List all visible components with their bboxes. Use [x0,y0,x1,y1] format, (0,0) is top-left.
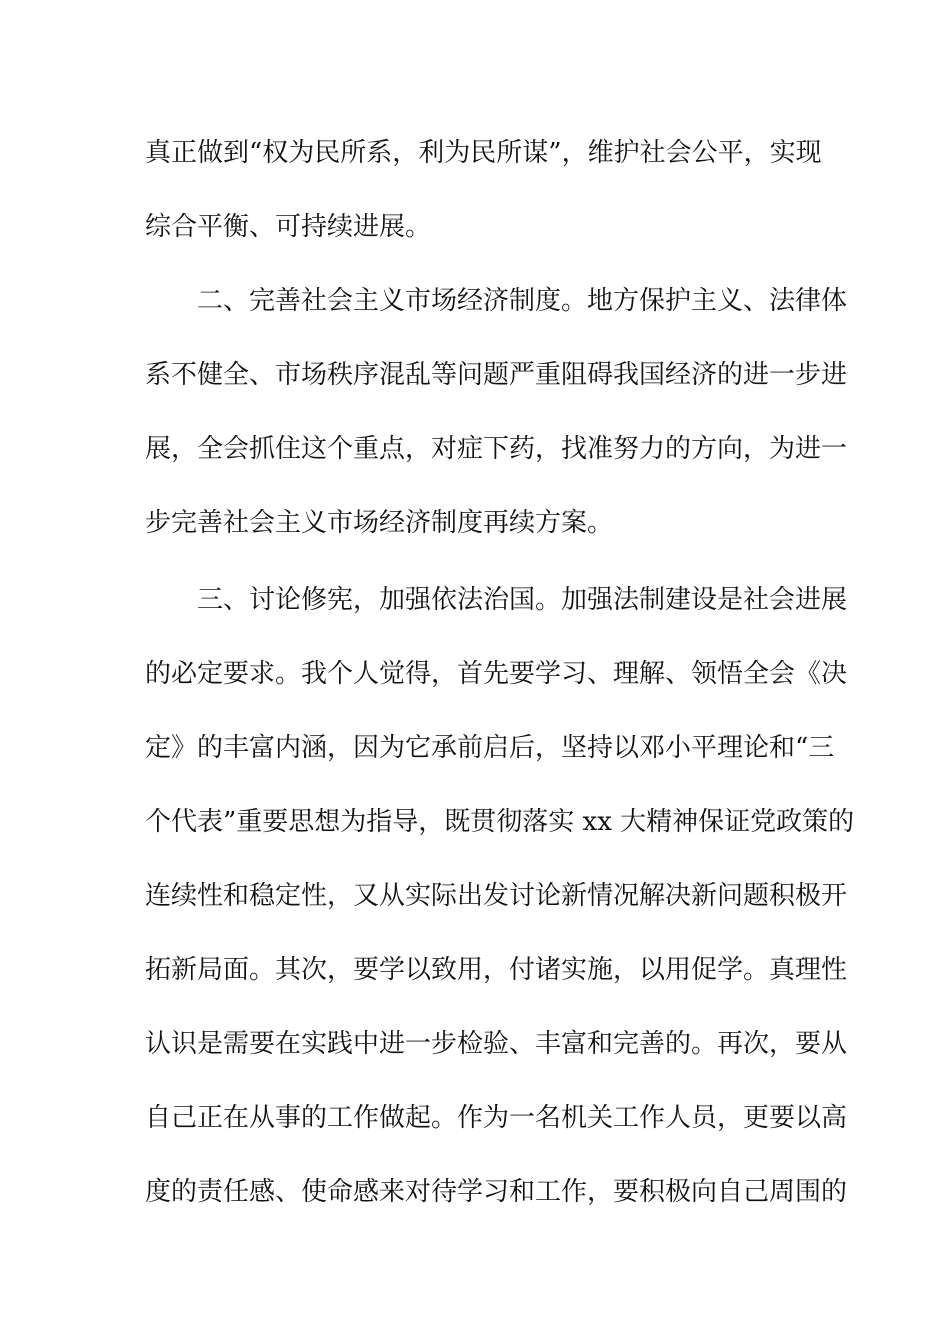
text-line: 认识是需要在实践中进一步检验、丰富和完善的。再次，要从 [145,1029,848,1059]
text-line: 步完善社会主义市场经济制度再续方案。 [145,508,614,538]
text-line: 综合平衡、可持续进展。 [145,212,432,242]
text-line: 度的责任感、使命感来对待学习和工作，要积极向自己周围的 [145,1177,848,1207]
text-line: 的必定要求。我个人觉得，首先要学习、理解、领悟全会《决 [145,659,848,689]
text-line: 展，全会抓住这个重点，对症下药，找准努力的方向，为进一 [145,434,848,464]
paragraph-start-line: 二、完善社会主义市场经济制度。地方保护主义、法律体 [197,286,848,316]
text-line: 拓新局面。其次，要学以致用，付诸实施，以用促学。真理性 [145,955,848,985]
paragraph-start-line: 三、讨论修宪，加强依法治国。加强法制建设是社会进展 [197,585,848,615]
text-line: 真正做到“权为民所系，利为民所谋”，维护社会公平，实现 [145,138,822,168]
text-line: 系不健全、市场秩序混乱等问题严重阻碍我国经济的进一步进 [145,360,848,390]
text-line: 个代表”重要思想为指导，既贯彻落实 xx 大精神保证党政策的 [145,807,855,837]
text-line: 自己正在从事的工作做起。作为一名机关工作人员，更要以高 [145,1103,848,1133]
text-line: 定》的丰富内涵，因为它承前启后，坚持以邓小平理论和“三 [145,733,835,763]
text-line: 连续性和稳定性，又从实际出发讨论新情况解决新问题积极开 [145,881,848,911]
